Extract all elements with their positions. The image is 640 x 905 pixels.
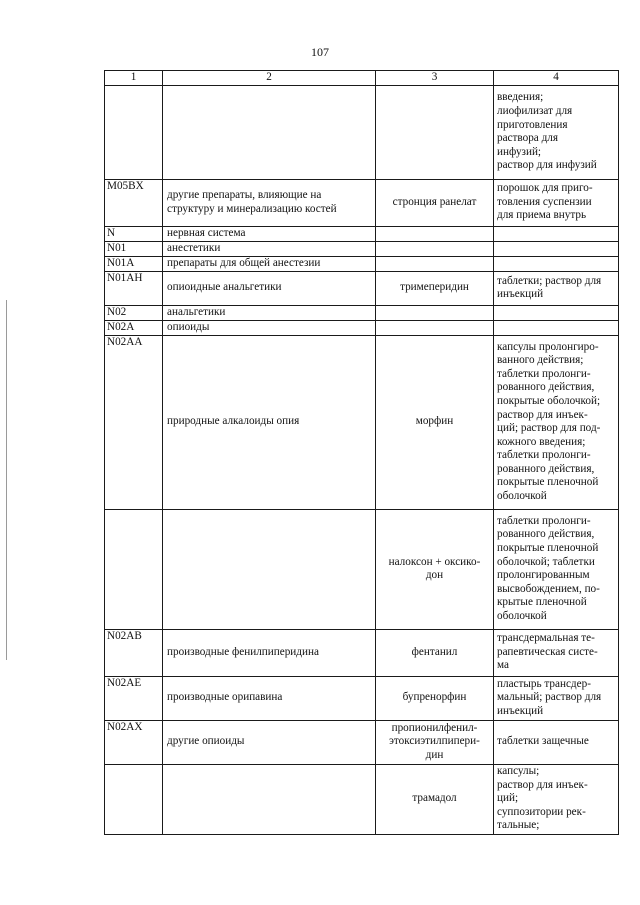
code-cell: N01 — [105, 241, 163, 256]
table-row — [105, 226, 619, 241]
inn-cell — [376, 320, 494, 335]
name-cell: препараты для общей анестезии — [163, 256, 376, 271]
inn-cell — [376, 241, 494, 256]
code-cell: N02AB — [105, 629, 163, 676]
name-cell: другие препараты, влияющие на структуру и минерализацию костей — [163, 179, 376, 226]
forms-cell: капсулы; раствор для инъек- ций; суппозитории рек- тальные; — [494, 764, 619, 834]
forms-cell: таблетки пролонги- рованного действия, покрытые пленочной оболочкой; таблетки пролонгированным высвобождением, по- крытые пленочной оболочкой — [494, 509, 619, 629]
forms-cell: таблетки; раствор для инъекций — [494, 271, 619, 305]
name-cell: нервная система — [163, 226, 376, 241]
forms-cell: капсулы пролонгиро- ванного действия; таблетки пролонги- рованного действия, покрытые оболочкой; раствор для инъек- ций; раствор для под- кожного введения; таблетки пролонги- рованного действия, покрытые пленочной оболочкой — [494, 335, 619, 509]
inn-cell: трамадол — [376, 764, 494, 834]
table-row — [105, 676, 619, 720]
code-cell — [105, 764, 163, 834]
table-row — [105, 241, 619, 256]
inn-cell — [376, 305, 494, 320]
name-cell: опиоидные анальгетики — [163, 271, 376, 305]
table-row — [105, 335, 619, 509]
table-row — [105, 271, 619, 305]
inn-cell: бупренорфин — [376, 676, 494, 720]
table-row — [105, 629, 619, 676]
inn-cell: морфин — [376, 335, 494, 509]
code-cell: N02 — [105, 305, 163, 320]
code-cell: M05BX — [105, 179, 163, 226]
inn-cell: пропионилфенил- этоксиэтилпипери- дин — [376, 720, 494, 764]
table-row — [105, 305, 619, 320]
forms-cell: трансдермальная те- рапевтическая систе- ма — [494, 629, 619, 676]
inn-cell — [376, 85, 494, 179]
forms-cell — [494, 241, 619, 256]
name-cell: природные алкалоиды опия — [163, 335, 376, 509]
code-cell — [105, 509, 163, 629]
name-cell: анестетики — [163, 241, 376, 256]
code-cell: N01A — [105, 256, 163, 271]
code-cell: N02AA — [105, 335, 163, 509]
table-row — [105, 179, 619, 226]
header-cell-3: 3 — [376, 71, 494, 86]
drug-table — [104, 70, 619, 835]
inn-cell: налоксон + оксико- дон — [376, 509, 494, 629]
table-row — [105, 320, 619, 335]
table-row — [105, 720, 619, 764]
header-cell-2: 2 — [163, 71, 376, 86]
forms-cell — [494, 256, 619, 271]
forms-cell: таблетки защечные — [494, 720, 619, 764]
inn-cell — [376, 226, 494, 241]
name-cell: производные фенилпиперидина — [163, 629, 376, 676]
name-cell: опиоиды — [163, 320, 376, 335]
header-cell-1: 1 — [105, 71, 163, 86]
header-row — [105, 71, 619, 86]
name-cell: анальгетики — [163, 305, 376, 320]
name-cell — [163, 764, 376, 834]
table-row — [105, 509, 619, 629]
page-number: 107 — [311, 45, 329, 59]
code-cell: N01AH — [105, 271, 163, 305]
forms-cell — [494, 320, 619, 335]
margin-line — [6, 300, 7, 660]
inn-cell: фентанил — [376, 629, 494, 676]
code-cell: N — [105, 226, 163, 241]
code-cell: N02AE — [105, 676, 163, 720]
name-cell: производные орипавина — [163, 676, 376, 720]
table-body — [105, 85, 619, 834]
forms-cell — [494, 305, 619, 320]
forms-cell: введения; лиофилизат для приготовления раствора для инфузий; раствор для инфузий — [494, 85, 619, 179]
inn-cell — [376, 256, 494, 271]
name-cell — [163, 85, 376, 179]
name-cell — [163, 509, 376, 629]
inn-cell: тримеперидин — [376, 271, 494, 305]
code-cell — [105, 85, 163, 179]
table-row — [105, 256, 619, 271]
forms-cell: пластырь трансдер- мальный; раствор для инъекций — [494, 676, 619, 720]
table-row — [105, 85, 619, 179]
inn-cell: стронция ранелат — [376, 179, 494, 226]
code-cell: N02AX — [105, 720, 163, 764]
forms-cell — [494, 226, 619, 241]
code-cell: N02A — [105, 320, 163, 335]
table-row — [105, 764, 619, 834]
forms-cell: порошок для приго- товления суспензии для приема внутрь — [494, 179, 619, 226]
header-cell-4: 4 — [494, 71, 619, 86]
name-cell: другие опиоиды — [163, 720, 376, 764]
